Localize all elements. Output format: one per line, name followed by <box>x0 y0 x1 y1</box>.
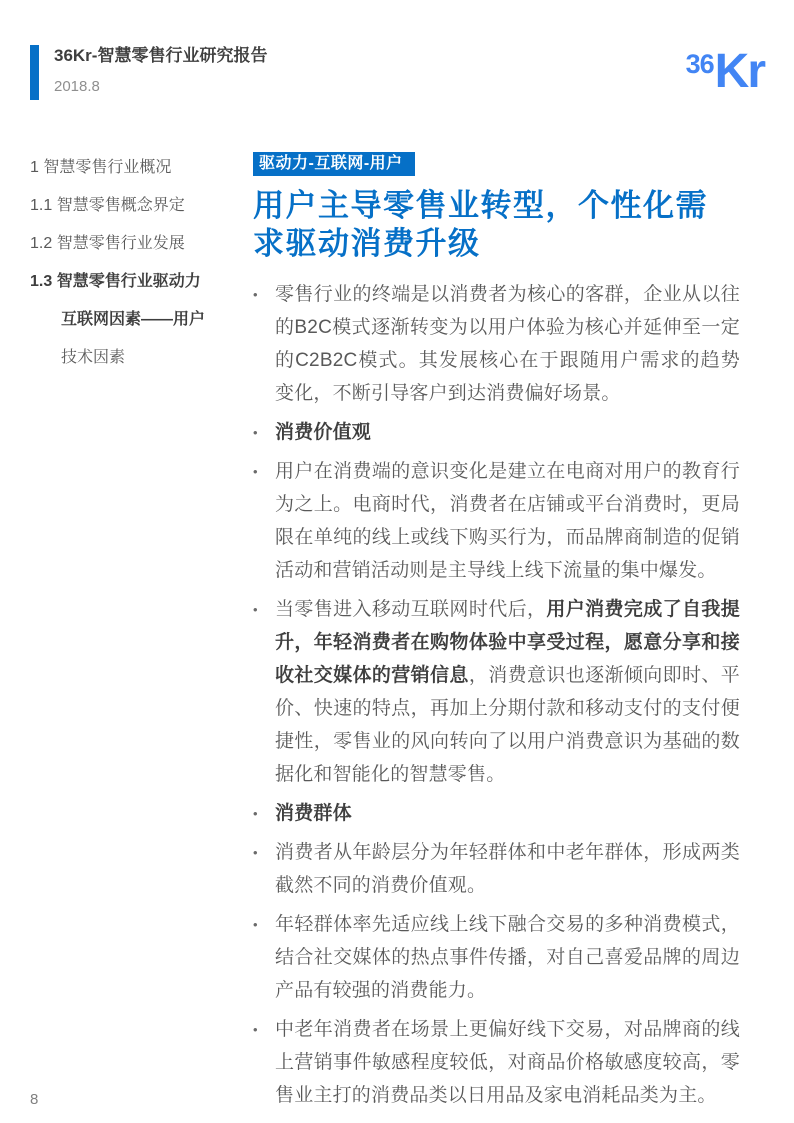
section-tag-badge: 驱动力-互联网-用户 <box>253 152 415 176</box>
toc-item-1[interactable]: 1 智慧零售行业概况 <box>30 159 172 176</box>
list-item-subheading <box>253 416 740 449</box>
bullet-icon: • <box>253 464 258 479</box>
main-content <box>253 152 740 1118</box>
toc-item-1-2[interactable]: 1.2 智慧零售行业发展 <box>30 235 185 252</box>
bullet-icon: • <box>253 1022 258 1037</box>
list-item <box>253 836 740 902</box>
toc-item-technology[interactable]: 技术因素 <box>61 349 126 366</box>
bullet-icon: • <box>253 602 258 617</box>
logo-kr-part: Kr <box>714 45 764 98</box>
paragraph-groups-1: 消费者从年龄层分为年轻群体和中老年群体，形成两类截然不同的消费价值观。 <box>275 842 740 896</box>
bullet-icon: • <box>253 287 258 302</box>
list-item-subheading <box>253 797 740 830</box>
paragraph-values-2-post: ，消费意识也逐渐倾向即时、平价、快速的特点，再加上分期付款和移动支付的支付便捷性，零售业的风向转向了以用户消费意识为基础的数据化和智能化的智慧零售。 <box>275 665 740 785</box>
list-item <box>253 908 740 1007</box>
paragraph-values-2-pre: 当零售进入移动互联网时代后， <box>275 599 547 620</box>
report-title: 36Kr-智慧零售行业研究报告 <box>54 46 268 65</box>
content-columns <box>30 152 740 1118</box>
paragraph-groups-2: 年轻群体率先适应线上线下融合交易的多种消费模式，结合社交媒体的热点事件传播，对自己喜爱品牌的周边产品有较强的消费能力。 <box>275 914 740 1001</box>
paragraph-values-2 <box>275 593 740 791</box>
report-date: 2018.8 <box>54 78 100 95</box>
36kr-logo <box>685 45 764 98</box>
subheading-consumer-values: 消费价值观 <box>275 422 372 443</box>
toc-sidebar <box>30 152 253 1118</box>
page-title: 用户主导零售业转型，个性化需求驱动消费升级 <box>253 188 708 261</box>
list-item <box>253 455 740 587</box>
page-header <box>30 45 764 100</box>
bullet-icon: • <box>253 806 258 821</box>
bullet-list <box>253 278 740 1112</box>
logo-36-part: 36 <box>685 49 714 79</box>
header-title-block <box>30 45 267 100</box>
paragraph-values-2-bold: 用户消费完成了自我提升，年轻消费者在购物体验中享受过程，愿意分享和接收社交媒体的营销信息 <box>275 599 740 686</box>
list-item <box>253 1013 740 1112</box>
toc-item-1-1[interactable]: 1.1 智慧零售概念界定 <box>30 197 185 214</box>
toc-item-internet-user-active[interactable]: 互联网因素——用户 <box>61 311 206 328</box>
bullet-icon: • <box>253 845 258 860</box>
paragraph-intro: 零售行业的终端是以消费者为核心的客群，企业从以往的B2C模式逐渐转变为以用户体验为核心并延伸至一定的C2B2C模式。其发展核心在于跟随用户需求的趋势变化，不断引导客户到达消费偏好场景。 <box>275 284 740 404</box>
list-item <box>253 593 740 791</box>
bullet-icon: • <box>253 917 258 932</box>
list-item <box>253 278 740 410</box>
paragraph-values-1: 用户在消费端的意识变化是建立在电商对用户的教育行为之上。电商时代，消费者在店铺或平台消费时，更局限在单纯的线上或线下购买行为，而品牌商制造的促销活动和营销活动则是主导线上线下流量的集中爆发。 <box>275 461 740 581</box>
toc-item-1-3-active[interactable]: 1.3 智慧零售行业驱动力 <box>30 273 201 290</box>
bullet-icon: • <box>253 425 258 440</box>
paragraph-groups-3: 中老年消费者在场景上更偏好线下交易，对品牌商的线上营销事件敏感程度较低，对商品价格敏感度较高，零售业主打的消费品类以日用品及家电消耗品类为主。 <box>275 1019 740 1106</box>
subheading-consumer-groups: 消费群体 <box>275 803 352 824</box>
page-number: 8 <box>30 1091 39 1108</box>
